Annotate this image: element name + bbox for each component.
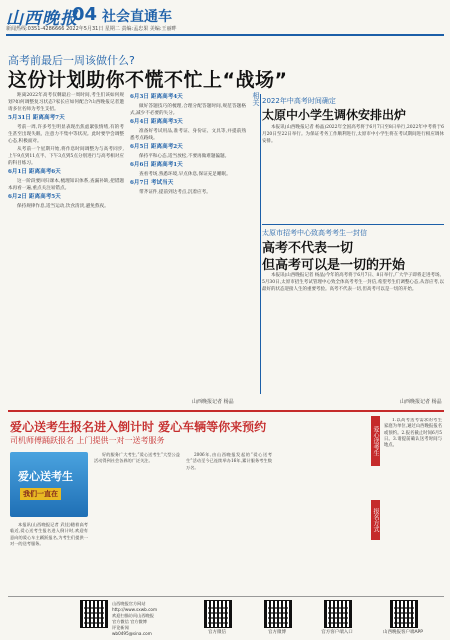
body-paragraph: 查看考场,熟悉环境,早点休息,保证充足睡眠。 <box>139 172 231 177</box>
related-label: 相关 <box>252 92 260 106</box>
body-paragraph: 保持平和心态,适当放松,不要再做难题偏题。 <box>139 154 230 159</box>
ad-subhead: 司机师傅踊跃报名 上门提供一对一送考服务 <box>10 436 165 445</box>
body-paragraph: 保持规律作息,适当运动,饮食清淡,避免熬夜。 <box>17 204 109 209</box>
masthead <box>6 4 444 36</box>
letter-story-text <box>262 272 444 394</box>
main-story-column-1 <box>8 92 124 392</box>
ad-side-tag-2: 报名方式 <box>371 500 380 540</box>
qr-code-icon[interactable] <box>80 600 108 628</box>
story-separator <box>262 224 444 225</box>
section-subheading: 6月3日 距离高考4天 <box>130 94 183 100</box>
footer-info <box>112 601 157 637</box>
footer-info-text: 山西晚报官方网站 http://www.sxwb.com 欢迎扫描访问山西晚报 官方微信 官方微博 评论新闻 wb0495@sina.com <box>112 601 158 636</box>
letter-headline-line1: 高考不代表一切 <box>262 241 354 256</box>
letter-headline-line2: 但高考可以是一切的开始 <box>262 258 406 273</box>
ad-column-1-text: 本报讯(山西晚报记者 武佳)随着高考临近,爱心送考生报名进入倒计时,欢迎有意向的爱心车主踊跃报名,为考生们提供一对一的送考服务。 <box>10 522 88 546</box>
column-divider <box>260 94 261 394</box>
qr-app-icon[interactable] <box>390 600 418 628</box>
newspaper-logo: 山西晚报 <box>6 9 78 29</box>
masthead-meta: 新闻热线:0351-4286666 2022年5月31日 星期二 责编:孟忠果 美编:王丽畔 <box>6 26 177 32</box>
body-paragraph: 准备好考试用品,准考证、身份证、文具等,并提前熟悉考点路线。 <box>130 129 246 141</box>
ad-column-2-text: 好的服务广大考生,“爱心送考生”大型公益活动得到社会各界的广泛关注。 <box>94 452 180 464</box>
body-paragraph: 从考前一个星期开始,将作息时间调整为与高考同步,上午9点到11点半、下午3点到5点分别进行与高考相对应的科目练习。 <box>8 147 124 166</box>
section-subheading: 5月31日 距离高考7天 <box>8 115 65 121</box>
qr-caption-1: 官方微信 <box>208 630 226 635</box>
related-story-tag: 2022年中高考时间确定 <box>262 97 336 105</box>
main-story-column-2 <box>130 92 246 392</box>
letter-story-paragraph: 本报讯(山西晚报记者 杨晶)今年的高考将于6月7日、8日举行,广大学子即将走进考场。5月30日,太原市招生考试管理中心致全体高考考生一封信,希望考生们调整心态,从容应考,以最好的状态迎接人生的重要考验。高考不代表一切,但高考可以是一切的开始。 <box>262 273 444 292</box>
ad-column-3 <box>186 452 272 590</box>
ad-column-1 <box>10 522 88 592</box>
ad-image-text-2: 我们一直在 <box>20 488 61 500</box>
section-subheading: 6月5日 距离高考2天 <box>130 144 183 150</box>
section-subheading: 6月2日 距离高考5天 <box>8 194 61 200</box>
right-byline: 山西晚报记者 杨晶 <box>400 399 442 405</box>
section-subheading: 6月6日 距离高考1天 <box>130 162 183 168</box>
ad-banner-image <box>10 452 88 517</box>
ad-notes-text: 1.以高考送考需求的考生家庭为单位,通过山西晚报报名或预约。2.报名截止时间6月5日。3.请提前确认送考时间与地点。 <box>384 418 442 449</box>
body-paragraph: 距离2022年高考仅剩最后一周时间,考生们该如何规划?如何调整复习状态?家长应如何配合?山西晚报记者邀请多位名师为考生支招。 <box>8 93 124 112</box>
footer <box>8 596 444 639</box>
main-kicker: 高考前最后一周该做什么? <box>8 54 135 67</box>
qr-caption-4: 山西晚报客户端APP <box>382 630 423 635</box>
ad-image-text-1: 爱心送考生 <box>18 470 73 483</box>
main-byline: 山西晚报记者 杨晶 <box>192 399 234 405</box>
ad-side-tag-1: 爱心送考生 <box>371 416 380 466</box>
qr-weibo-icon[interactable] <box>264 600 292 628</box>
qr-caption-2: 官方微博 <box>268 630 286 635</box>
letter-story-tag: 太原市招考中心致高考考生一封信 <box>262 229 367 237</box>
section-subheading: 6月7日 考试当天 <box>130 180 174 186</box>
ad-notes <box>384 418 442 590</box>
related-story-text <box>262 124 444 222</box>
qr-client-icon[interactable] <box>324 600 352 628</box>
main-headline: 这份计划助你不慌不忙上“战场” <box>8 69 288 91</box>
body-paragraph: 做好答题技巧的梳理,合理分配答题时间,规范答题格式,减少不必要的失分。 <box>130 104 246 116</box>
page-number: 04 <box>72 4 98 25</box>
body-paragraph: 考前一周,许多考生明显表现出焦虑紧张情绪,有的考生甚至出现失眠、注意力不集中等状况。此时要学会调整心态,积极面对。 <box>8 125 124 144</box>
qr-wechat-icon[interactable] <box>204 600 232 628</box>
ad-column-2 <box>94 452 180 590</box>
body-paragraph: 带齐证件,提前到达考点,沉着应考。 <box>139 190 211 195</box>
ad-column-3-text: 2006年,由山西晚报发起的“爱心送考生”活动至今已连续举办16年,累计服务考生数万名。 <box>186 452 272 470</box>
body-paragraph: 这一阶段要回归课本,梳理知识体系,查漏补缺,把错题本再看一遍,重点关注易错点。 <box>8 179 124 191</box>
section-subheading: 6月1日 距离高考6天 <box>8 169 61 175</box>
section-name: 社会直通车 <box>102 9 172 25</box>
related-story-paragraph: 本报讯(山西晚报记者 杨晶)2022年全国高考将于6月7日至8日举行,2022年中考将于6月20日至22日举行。为保证考务工作顺利进行,太原市中小学生将在考试期间进行相应调休安排。 <box>262 125 444 144</box>
ad-headline: 爱心送考生报名进入倒计时 爱心车辆等你来预约 <box>10 420 267 434</box>
related-story-headline: 太原中小学生调休安排出炉 <box>262 108 407 122</box>
qr-caption-3: 官方客户端入口 <box>321 630 353 635</box>
section-subheading: 6月4日 距离高考3天 <box>130 119 183 125</box>
